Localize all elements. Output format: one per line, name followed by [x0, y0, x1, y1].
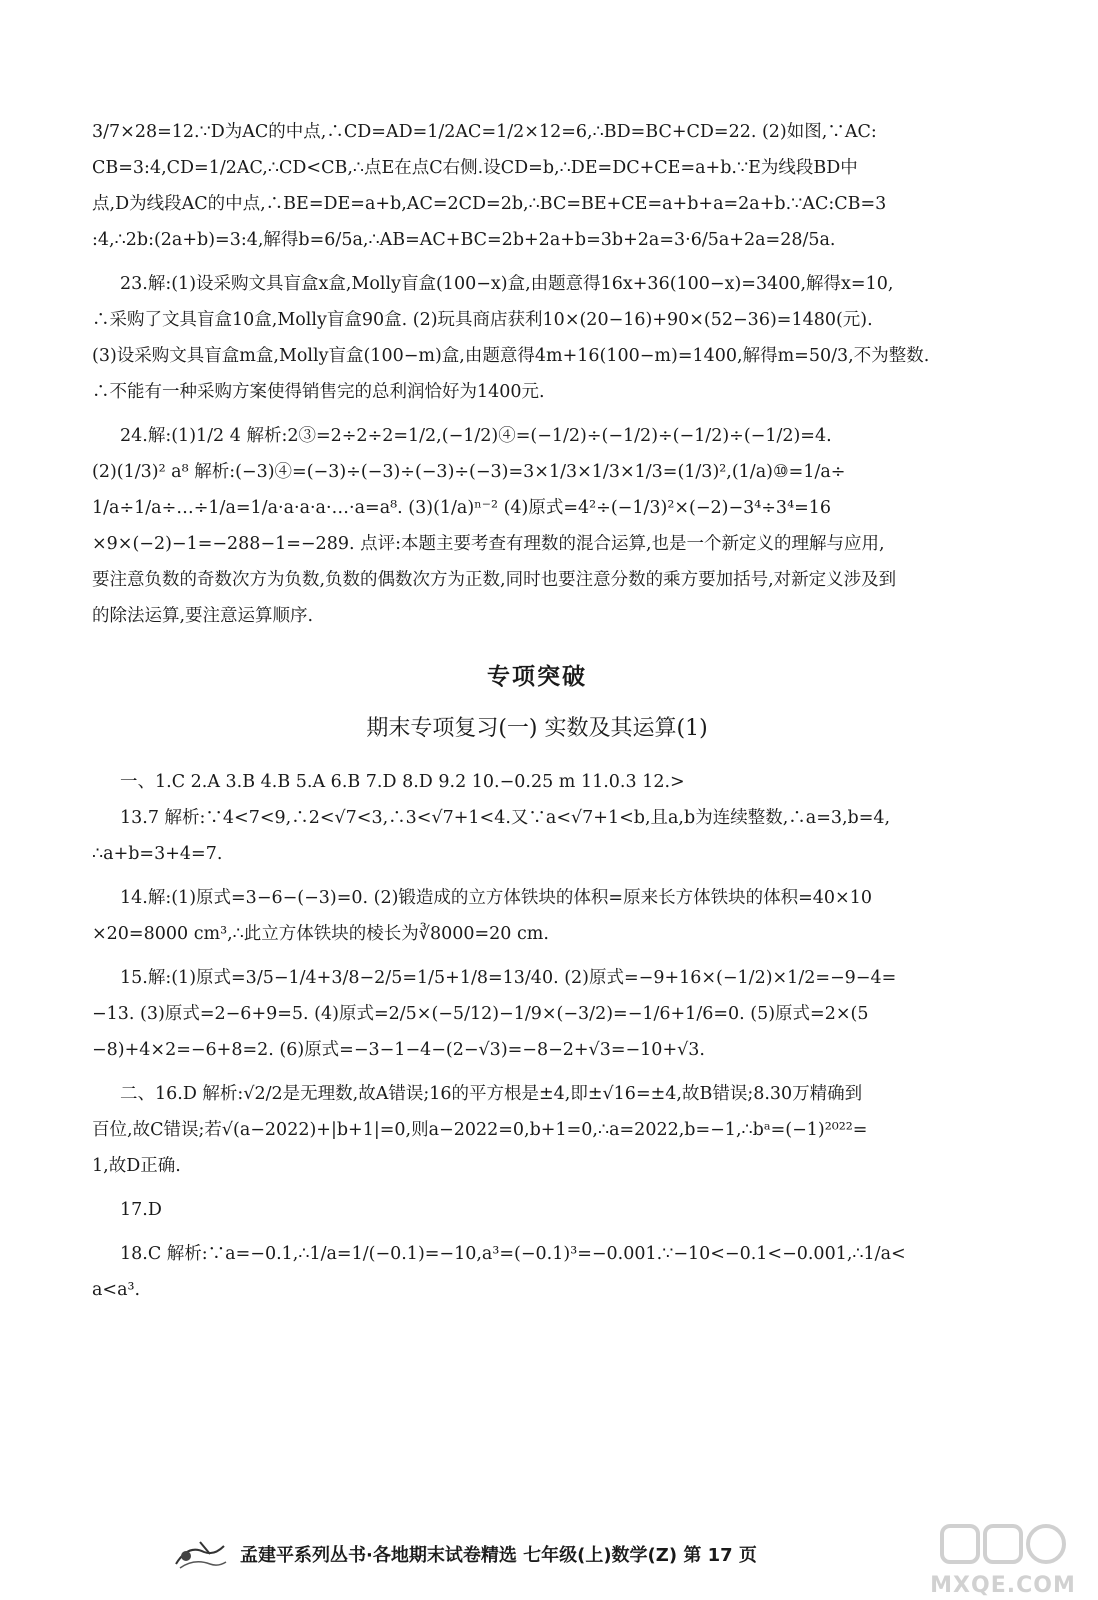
text-line: (2)(1/3)² a⁸ 解析:(−3)④=(−3)÷(−3)÷(−3)÷(−3)=3×1/3×1/3×1/3=(1/3)²,(1/a)⑩=1/a÷ [92, 462, 846, 482]
text-line: 13.7 解析:∵4<7<9,∴2<√7<3,∴3<√7+1<4.又∵a<√7+1<b,且a,b为连续整数,∴a=3,b=4, [120, 808, 891, 828]
section-title: 专项突破 [487, 664, 587, 690]
text-line: −8)+4×2=−6+8=2. (6)原式=−3−1−4−(2−√3)=−8−2+√3=−10+√3. [92, 1040, 705, 1060]
text-line: 二、16.D 解析:√2/2是无理数,故A错误;16的平方根是±4,即±√16=±4,故B错误;8.30万精确到 [120, 1084, 863, 1104]
text-line: 一、1.C 2.A 3.B 4.B 5.A 6.B 7.D 8.D 9.2 10.−0.25 m 11.0.3 12.> [120, 772, 685, 792]
page-footer [170, 1534, 860, 1574]
answer-content [92, 118, 982, 1312]
watermark-logo-icon [938, 1520, 1068, 1570]
text-line: 的除法运算,要注意运算顺序. [92, 606, 314, 626]
text-line: ∴不能有一种采购方案使得销售完的总利润恰好为1400元. [92, 382, 545, 402]
footer-text: 孟建平系列丛书·各地期末试卷精选 七年级(上)数学(Z) 第 17 页 [240, 1545, 757, 1566]
text-line: ∴a+b=3+4=7. [92, 844, 223, 864]
text-line: 点,D为线段AC的中点,∴BE=DE=a+b,AC=2CD=2b,∴BC=BE+CE=a+b+a=2a+b.∵AC:CB=3 [92, 194, 887, 214]
text-line: 百位,故C错误;若√(a−2022)+|b+1|=0,则a−2022=0,b+1=0,∴a=2022,b=−1,∴bᵃ=(−1)²⁰²²= [92, 1120, 868, 1140]
text-line: 24.解:(1)1/2 4 解析:2③=2÷2÷2=1/2,(−1/2)④=(−1/2)÷(−1/2)÷(−1/2)÷(−1/2)=4. [120, 426, 832, 446]
text-line: a<a³. [92, 1280, 141, 1300]
answer-block-review-1 [92, 768, 982, 1304]
text-line: 17.D [120, 1200, 162, 1220]
text-line: −13. (3)原式=2−6+9=5. (4)原式=2/5×(−5/12)−1/9×(−3/2)=−1/6+1/6=0. (5)原式=2×(5 [92, 1004, 869, 1024]
watermark-text: MXQE.COM [930, 1573, 1076, 1598]
text-line: 14.解:(1)原式=3−6−(−3)=0. (2)锻造成的立方体铁块的体积=原来长方体铁块的体积=40×10 [120, 888, 872, 908]
text-line: CB=3:4,CD=1/2AC,∴CD<CB,∴点E在点C右侧.设CD=b,∴DE=DC+CE=a+b.∵E为线段BD中 [92, 158, 858, 178]
text-line: 1,故D正确. [92, 1156, 181, 1176]
text-line: 18.C 解析:∵a=−0.1,∴1/a=1/(−0.1)=−10,a³=(−0.1)³=−0.001.∵−10<−0.1<−0.001,∴1/a< [120, 1244, 906, 1264]
text-line: 3/7×28=12.∵D为AC的中点,∴CD=AD=1/2AC=1/2×12=6,∴BD=BC+CD=22. (2)如图,∵AC: [92, 122, 877, 142]
text-line: 1/a÷1/a÷…÷1/a=1/a·a·a·a·…·a=a⁸. (3)(1/a)ⁿ⁻² (4)原式=4²÷(−1/3)²×(−2)−3⁴÷3⁴=16 [92, 498, 832, 518]
text-line: 15.解:(1)原式=3/5−1/4+3/8−2/5=1/5+1/8=13/40. (2)原式=−9+16×(−1/2)×1/2=−9−4= [120, 968, 897, 988]
text-line: ∴采购了文具盲盒10盒,Molly盲盒90盒. (2)玩具商店获利10×(20−16)+90×(52−36)=1480(元). [92, 310, 873, 330]
text-line: 要注意负数的奇数次方为负数,负数的偶数次方为正数,同时也要注意分数的乘方要加括号,对新定义涉及到 [92, 570, 897, 590]
text-line: 23.解:(1)设采购文具盲盒x盒,Molly盲盒(100−x)盒,由题意得16x+36(100−x)=3400,解得x=10, [120, 274, 894, 294]
text-line: (3)设采购文具盲盒m盒,Molly盲盒(100−m)盒,由题意得4m+16(100−m)=1400,解得m=50/3,不为整数. [92, 346, 930, 366]
text-line: ×9×(−2)−1=−288−1=−289. 点评:本题主要考查有理数的混合运算,也是一个新定义的理解与应用, [92, 534, 885, 554]
book-series-logo-icon [170, 1534, 230, 1574]
answer-block-22-24 [92, 118, 982, 630]
text-line: :4,∴2b:(2a+b)=3:4,解得b=6/5a,∴AB=AC+BC=2b+2a+b=3b+2a=3·6/5a+2a=28/5a. [92, 230, 836, 250]
subsection-title: 期末专项复习(一) 实数及其运算(1) [366, 716, 708, 741]
text-line: ×20=8000 cm³,∴此立方体铁块的棱长为∛8000=20 cm. [92, 924, 549, 944]
watermark [918, 1520, 1088, 1600]
